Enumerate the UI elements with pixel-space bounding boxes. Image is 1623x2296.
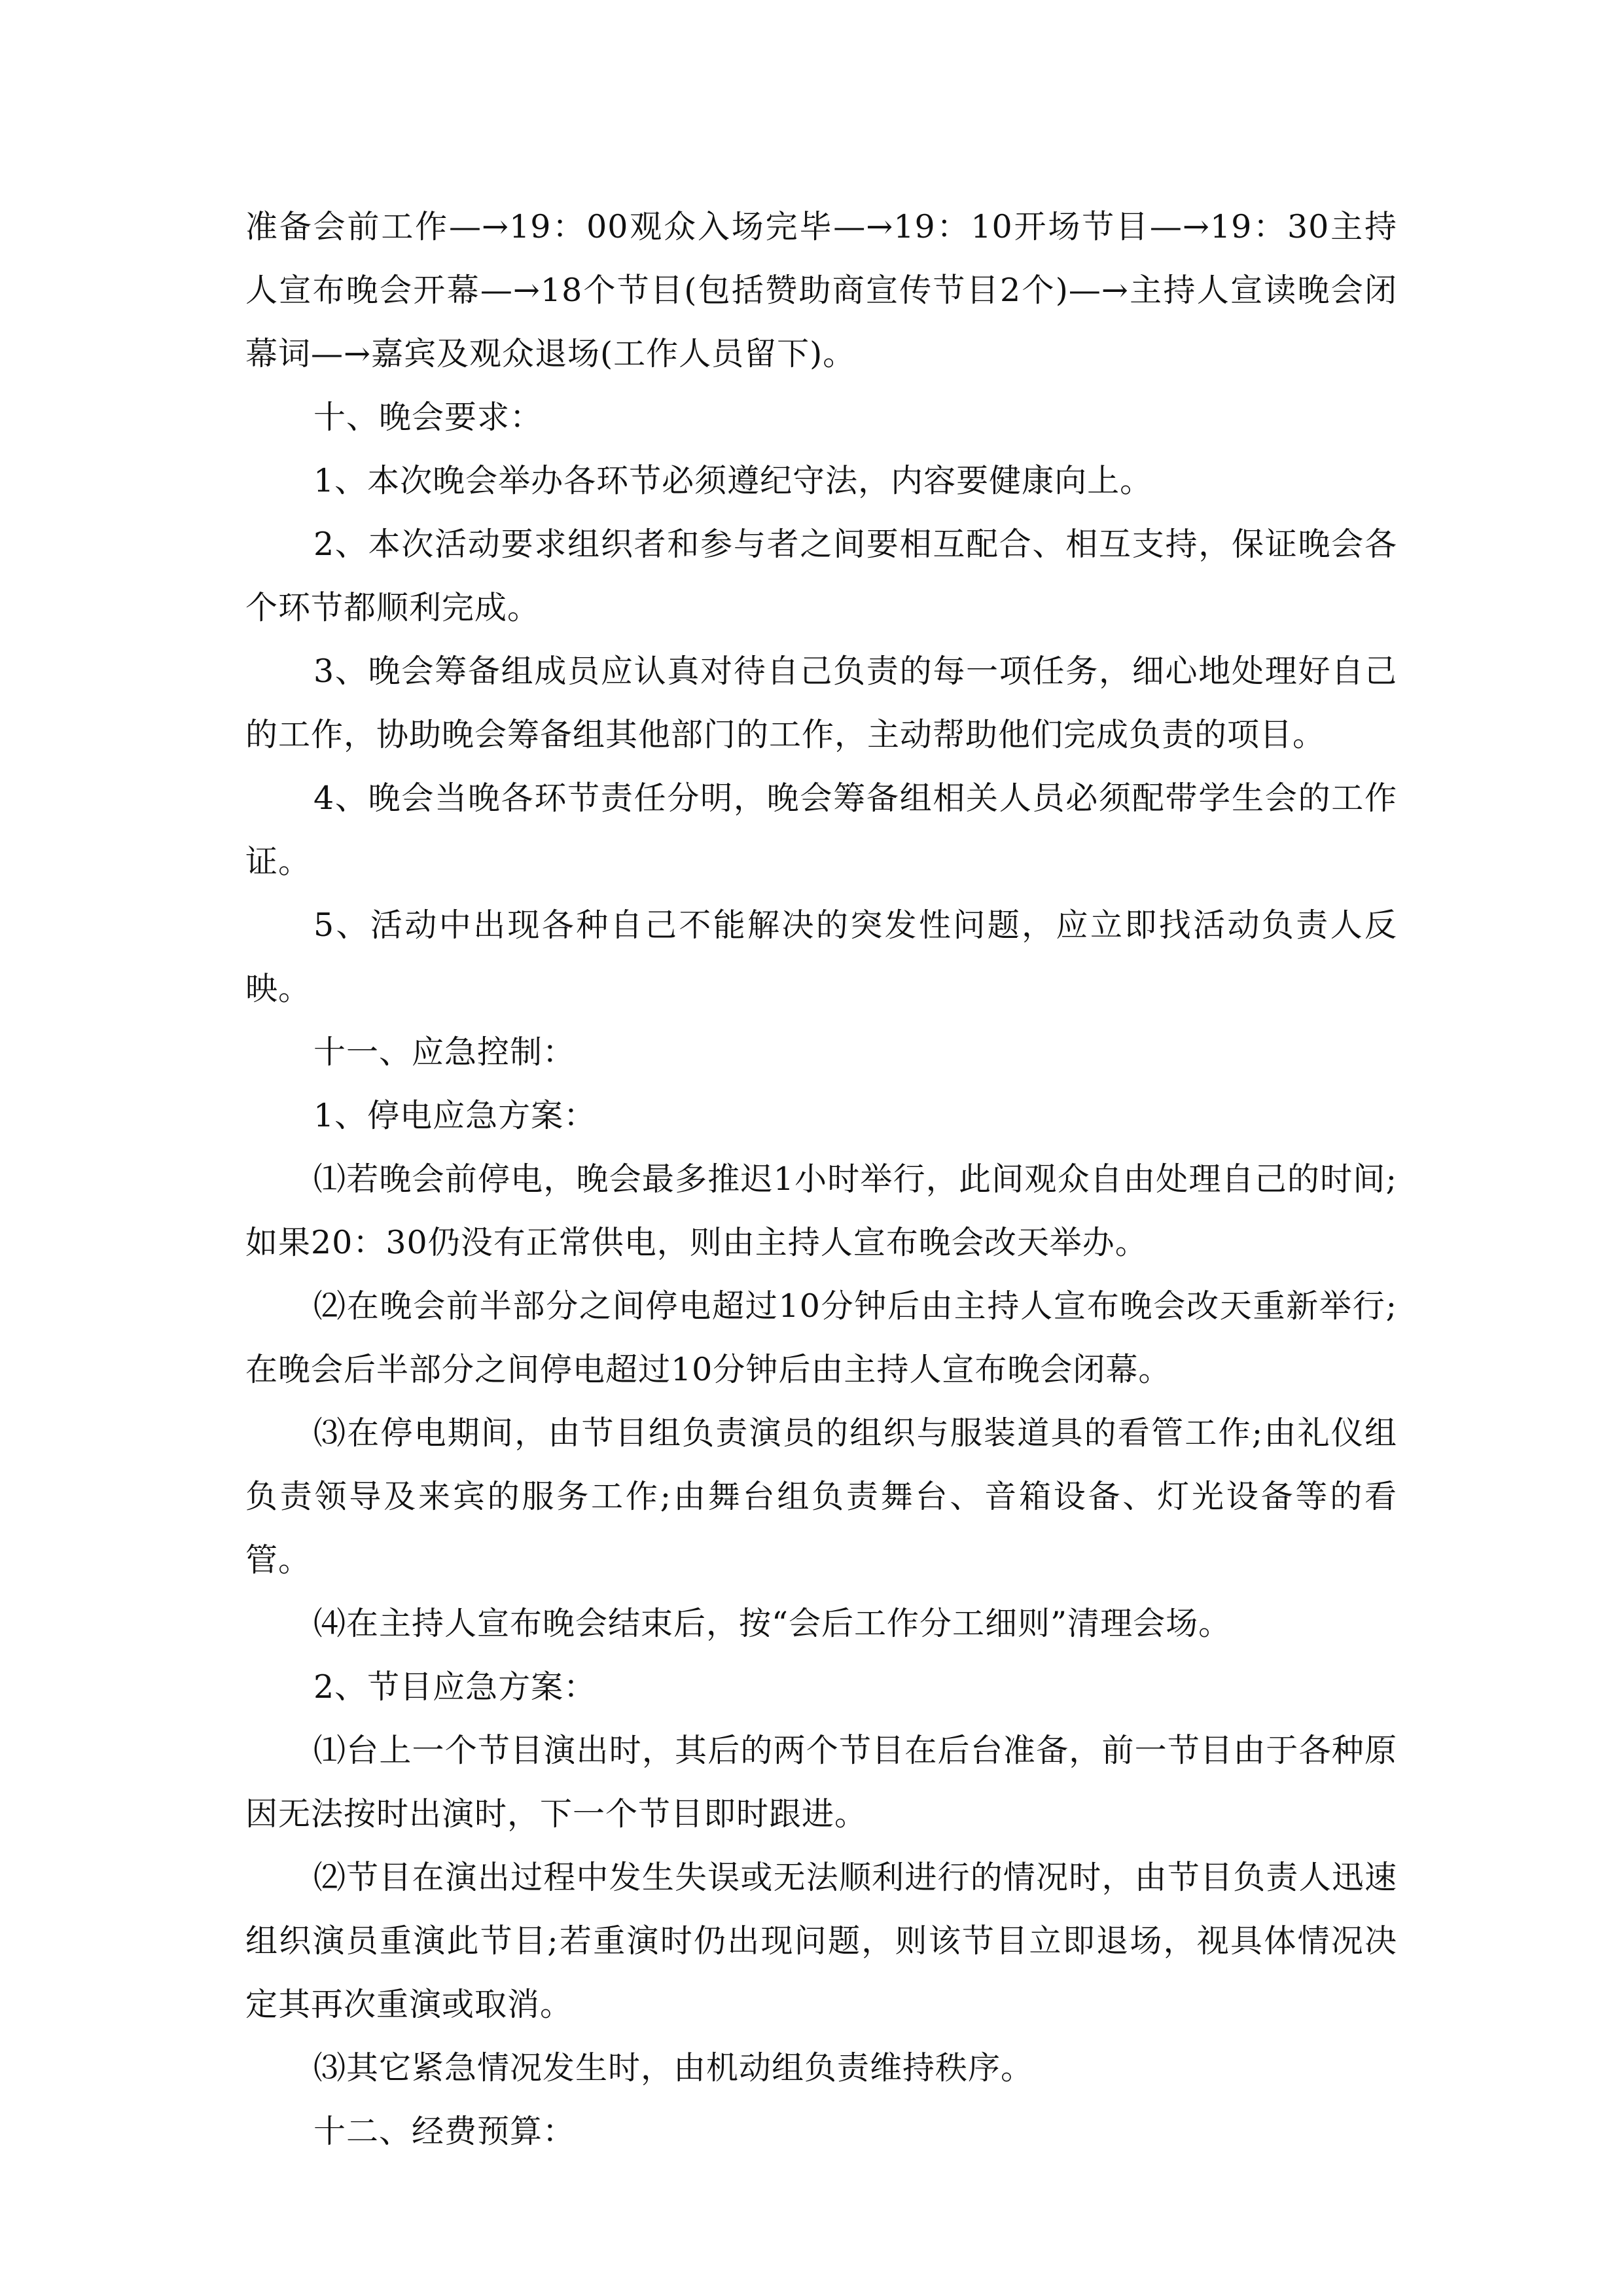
- requirement-item: 3、晚会筹备组成员应认真对待自己负责的每一项任务，细心地处理好自己的工作，协助晚会筹备组其他部门的工作，主动帮助他们完成负责的项目。: [245, 653, 1397, 753]
- section-heading-emergency: 十一、应急控制：: [313, 1033, 576, 1071]
- program-emergency-item: ⑴台上一个节目演出时，其后的两个节目在后台准备，前一节目由于各种原因无法按时出演时，下一个节目即时跟进。: [245, 1732, 1397, 1833]
- power-outage-item: ⑵在晚会前半部分之间停电超过10分钟后由主持人宣布晚会改天重新举行;在晚会后半部分之间停电超过10分钟后由主持人宣布晚会闭幕。: [245, 1287, 1397, 1388]
- requirement-item: 1、本次晚会举办各环节必须遵纪守法，内容要健康向上。: [313, 462, 1153, 499]
- program-emergency-item: ⑶其它紧急情况发生时，由机动组负责维持秩序。: [313, 2049, 1034, 2087]
- requirement-item: 4、晚会当晚各环节责任分明，晚会筹备组相关人员必须配带学生会的工作证。: [245, 780, 1397, 880]
- power-outage-item: ⑴若晚会前停电，晚会最多推迟1小时举行，此间观众自由处理自己的时间;如果20：30仍没有正常供电，则由主持人宣布晚会改天举办。: [245, 1160, 1397, 1261]
- requirement-item: 5、活动中出现各种自己不能解决的突发性问题，应立即找活动负责人反映。: [245, 906, 1397, 1007]
- power-outage-item: ⑷在主持人宣布晚会结束后，按“会后工作分工细则”清理会场。: [313, 1605, 1232, 1642]
- document-body: [245, 195, 1397, 2163]
- power-outage-item: ⑶在停电期间，由节目组负责演员的组织与服装道具的看管工作;由礼仪组负责领导及来宾的服务工作;由舞台组负责舞台、音箱设备、灯光设备等的看管。: [245, 1414, 1397, 1579]
- section-heading-budget: 十二、经费预算：: [313, 2113, 576, 2150]
- program-emergency-item: ⑵节目在演出过程中发生失误或无法顺利进行的情况时，由节目负责人迅速组织演员重演此节目;若重演时仍出现问题，则该节目立即退场，视具体情况决定其再次重演或取消。: [245, 1859, 1397, 2023]
- paragraph-schedule-continuation: 准备会前工作—→19：00观众入场完毕—→19：10开场节目—→19：30主持人宣布晚会开幕—→18个节目(包括赞助商宣传节目2个)—→主持人宣读晚会闭幕词—→嘉宾及观众退场(工作人员留下)。: [245, 208, 1397, 372]
- subheading-program-emergency: 2、节目应急方案：: [313, 1668, 597, 1706]
- requirement-item: 2、本次活动要求组织者和参与者之间要相互配合、相互支持，保证晚会各个环节都顺利完成。: [245, 526, 1397, 626]
- section-heading-requirements: 十、晚会要求：: [313, 399, 543, 436]
- subheading-power-outage: 1、停电应急方案：: [313, 1097, 597, 1134]
